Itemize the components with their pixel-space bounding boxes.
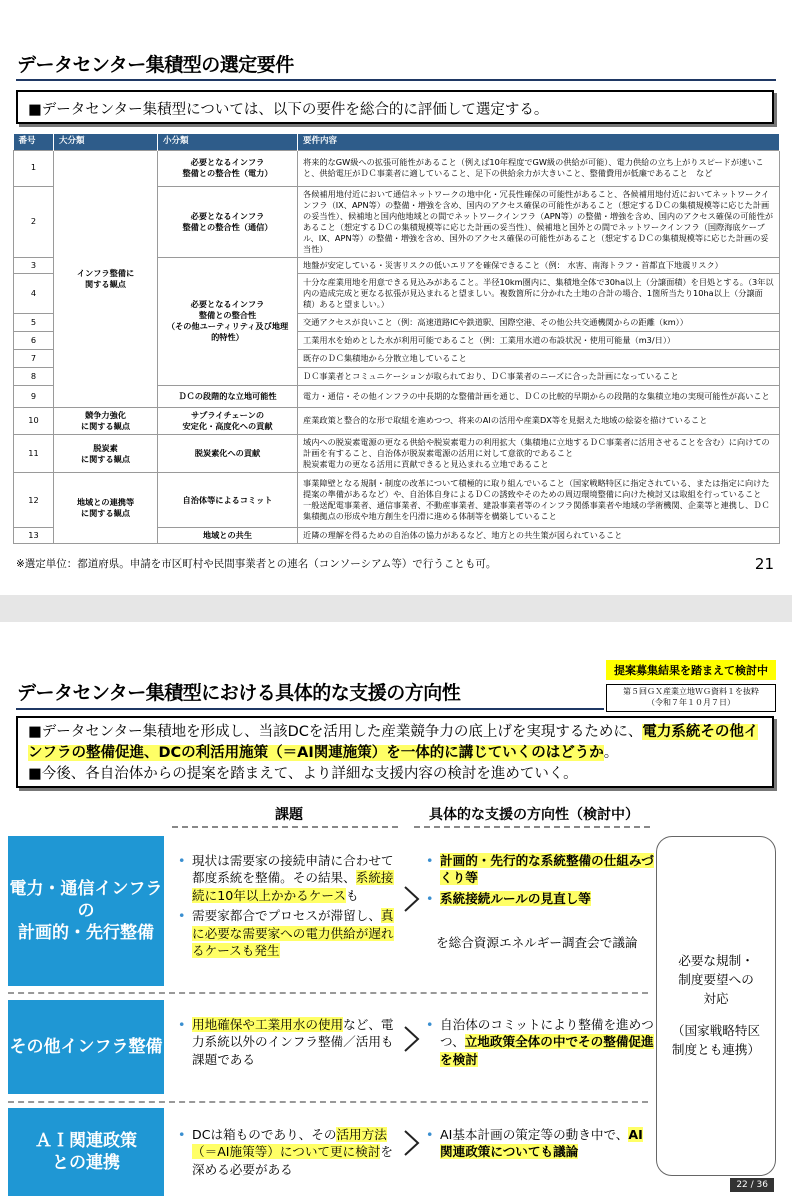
category-decarb: 脱炭素 に関する観点 [80, 442, 131, 464]
source-line-2: （令和７年１０月７日） [647, 697, 735, 707]
regulation-line-4: （国家戦略特区 [671, 1023, 761, 1039]
row-number: 10 [14, 407, 54, 434]
row-number: 6 [14, 331, 54, 349]
row-label-power-telecom: 電力・通信インフラの 計画的・先行整備 [8, 836, 164, 986]
arrow-right-icon [404, 886, 420, 912]
sub-decarb: 脱炭素化への貢献 [194, 448, 261, 459]
slide-21 [0, 0, 792, 595]
sub-telecom: 必要となるインフラ 整備との整合性（通信） [182, 210, 273, 232]
requirements-table [13, 134, 780, 544]
source-line-1: 第５回ＧＸ産業立地ＷＧ資料１を抜粋 [623, 687, 759, 696]
row-number: 3 [14, 257, 54, 273]
category-regional: 地域との連携等 に関する観点 [76, 497, 135, 519]
list-item: • 計画的・先行的な系統整備の仕組みづくり等 [426, 852, 654, 887]
regulation-line-2: 制度要望への [678, 971, 754, 987]
table-row [14, 150, 780, 186]
row-text: 電力・通信・その他インフラの中長期的な整備計画を通じ、ＤＣの比較的早期からの段階的な集積立地の実現可能性が高いこと [298, 385, 780, 407]
row-number: 12 [14, 473, 54, 528]
row-divider [8, 992, 648, 994]
source-reference [606, 684, 776, 712]
row2-issues [178, 1016, 400, 1071]
list-item: • 現状は需要家の接続申請に合わせて都度系統を整備。その結果、系統接続に10年以上かかるケースも [178, 852, 400, 904]
row-text: 域内への脱炭素電源の更なる供給や脱炭素電力の利用拡大（集積地に立地するＤＣ事業者に活用させることを含む）に向けての計画を有すること、自治体が脱炭素電源の活用に対して意欲的であること 脱炭素電力の更なる活用に貢献できると見込まれる立地であること [298, 435, 780, 473]
row-text: ＤＣ事業者とコミュニケーションが取られており、ＤＣ事業者のニーズに合った計画になっていること [298, 367, 780, 385]
lead-point-2: ■今後、各自治体からの提案を踏まえて、より詳細な支援内容の検討を進めていく。 [28, 766, 578, 783]
row-text: 交通アクセスが良いこと（例：高速道路ICや鉄道駅、国際空港、その他公共交通機関からの距離（km）） [298, 313, 780, 331]
row-divider [8, 1101, 648, 1103]
column-divider [172, 826, 398, 828]
lead-box [16, 716, 774, 788]
sub-power: 必要となるインフラ 整備との整合性（電力） [182, 156, 273, 178]
list-item: • DCは箱ものであり、その活用方法（＝AI施策等）について更に検討を深める必要がある [178, 1126, 400, 1178]
list-item: • 需要家都合でプロセスが滞留し、真に必要な需要家への電力供給が遅れるケースも発生 [178, 907, 400, 959]
row2-support [426, 1016, 654, 1071]
row-text: 事業障壁となる規制・制度の改革について積極的に取り組んでいること（国家戦略特区に指定されている、または指定に向けた提案の準備があるなど）や、自治体自身によるＤＣの誘致やそのための周辺環境整備に向けた検討又は取組を行っていること 一般送配電事業者、通信事業者、不動産事業者、建設事業者等のインフラ関係事業者や地域の学術機関、企業等と連携し、ＤＣ集積拠点の形成や地方創生を円滑に進める体制等を構築していること [298, 473, 780, 528]
slide2-title: データセンター集積型における具体的な支援の方向性 [17, 682, 461, 704]
row1-support [426, 852, 654, 910]
table-row [14, 407, 780, 434]
slide-gap [0, 595, 792, 622]
column-issue: 課題 [275, 807, 303, 823]
lead1-text: ■データセンター集積地を形成し、当該DCを活用した産業競争力の底上げを実現するために、 [28, 724, 643, 740]
table-header-row [14, 134, 780, 150]
lead1-end: 。 [603, 745, 619, 762]
row-number: 1 [14, 150, 54, 186]
column-divider [414, 826, 650, 828]
list-item: • 用地確保や工業用水の使用など、電力系統以外のインフラ整備／活用も課題である [178, 1016, 400, 1068]
row-number: 5 [14, 313, 54, 331]
sub-commit: 自治体等によるコミット [182, 494, 273, 505]
row-text: 産業政策と整合的な形で取組を進めつつ、将来のAIの活用や産業DX等を見据えた地域の絵姿を描けていること [298, 407, 780, 434]
row-label-other-infra: その他インフラ整備 [8, 1000, 164, 1094]
row-text: 将来的なGW級への拡張可能性があること（例えば10年程度でGW級の供給が可能）、電力供給の立ち上がりスピードが速いこと、供給電圧がＤＣ事業者に適していること、足下の供給余力が大きいこと、整備費用が低廉であること など [298, 150, 780, 186]
arrow-right-icon [404, 1026, 420, 1052]
slide1-title: データセンター集積型の選定要件 [17, 54, 294, 76]
arrow-right-icon [404, 1130, 420, 1156]
row-number: 9 [14, 385, 54, 407]
sub-other: 必要となるインフラ 整備との整合性 （その他ユーティリティ及び地理的特性） [166, 299, 289, 343]
page-number: 21 [754, 555, 774, 573]
row-number: 13 [14, 528, 54, 544]
page-indicator: 22 / 36 [730, 1178, 774, 1192]
footnote: ※選定単位：都道府県。申請を市区町村や民間事業者との連名（コンソーシアム等）で行うことも可。 [16, 558, 497, 570]
regulation-box [656, 836, 776, 1176]
category-infra: インフラ整備に 関する観点 [76, 267, 135, 289]
row1-issues [178, 852, 400, 962]
row-text: 工業用水を始めとした水が利用可能であること（例：工業用水道の布設状況・使用可能量（m3/日）） [298, 331, 780, 349]
row-text: 十分な産業用地を用意できる見込みがあること。半径10km圏内に、集積地全体で30ha以上（分譲面積）を目処とする。（3年以内の造成完成と更なる拡張が見込まれると望ましい。複数箇所に分かれた土地の合計の場合、1箇所当たり10ha以上（分譲面積）あると望ましい。） [298, 273, 780, 313]
sub-phased: ＤＣの段階的な立地可能性 [178, 390, 277, 401]
row-text: 各候補用地付近において通信ネットワークの地中化・冗長性確保の可能性があること、各候補用地付近においてネットワークインフラ（IX、APN等）の整備・増強を含め、国内のアクセス確保の可能性があること（想定するＤＣの集積規模等に応じた計画の妥当性）、候補地と国内他地域との間でネットワークインフラ（APN等）の整備・増強を含め、国内のアクセス確保の可能性があること（想定するＤＣの集積規模等に応じた計画の妥当性）、候補地と国外との間でネットワークインフラ（国際海底ケーブル、IX、APN等）の整備・増強を含め、国外のアクセス確保の可能性があること（想定するＤＣの集積規模等に応じた計画の妥当性） [298, 186, 780, 257]
header-number: 番号 [14, 134, 54, 150]
row-text: 既存のＤＣ集積地から分散立地していること [298, 349, 780, 367]
row-text: 地盤が安定している・災害リスクの低いエリアを確保できること（例： 水害、南海トラフ・首都直下地震リスク） [298, 257, 780, 273]
row-number: 2 [14, 186, 54, 257]
row-number: 11 [14, 435, 54, 473]
header-requirement: 要件内容 [298, 134, 780, 150]
regulation-line-5: 制度とも連携） [671, 1042, 761, 1058]
status-badge: 提案募集結果を踏まえて検討中 [606, 660, 776, 680]
row3-issues [178, 1126, 400, 1181]
sub-coexist: 地域との共生 [202, 530, 253, 541]
column-support: 具体的な支援の方向性（検討中） [429, 807, 639, 823]
row-text: 近隣の理解を得るための自治体の協力があるなど、地方との共生策が図られていること [298, 528, 780, 544]
regulation-line-3: 対応 [703, 990, 729, 1006]
slide-22 [0, 622, 792, 1200]
row1-support-note: を総合資源エネルギー調査会で議論 [436, 935, 638, 950]
lead-box [16, 90, 774, 124]
title-rule [16, 79, 776, 81]
lead1-highlight: 電力系統その他インフラの整備促進、DCの利活用施策（＝AI関連施策）を一体的に講じていくのはどうか [28, 724, 759, 762]
list-item: • AI基本計画の策定等の動き中で、AI関連政策についても議論 [426, 1126, 654, 1161]
title-rule [16, 708, 604, 710]
row-number: 4 [14, 273, 54, 313]
row-number: 8 [14, 367, 54, 385]
row-number: 7 [14, 349, 54, 367]
sub-supply: サプライチェーンの 安定化・高度化への貢献 [182, 409, 273, 431]
category-competition: 競争力強化 に関する観点 [80, 409, 131, 431]
lead-point-1 [28, 722, 762, 764]
list-item: • 自治体のコミットにより整備を進めつつ、立地政策全体の中でその整備促進を検討 [426, 1016, 654, 1068]
row3-support [426, 1126, 654, 1164]
header-subcategory: 小分類 [158, 134, 298, 150]
regulation-line-1: 必要な規制・ [678, 952, 754, 968]
table-row [14, 435, 780, 473]
row-label-ai-policy: ＡＩ関連政策 との連携 [8, 1108, 164, 1196]
status-tag [606, 660, 776, 712]
lead-text: ■データセンター集積型については、以下の要件を総合的に評価して選定する。 [28, 102, 549, 118]
table-row [14, 473, 780, 528]
list-item: • 系統接続ルールの見直し等 [426, 890, 654, 907]
header-category: 大分類 [54, 134, 158, 150]
